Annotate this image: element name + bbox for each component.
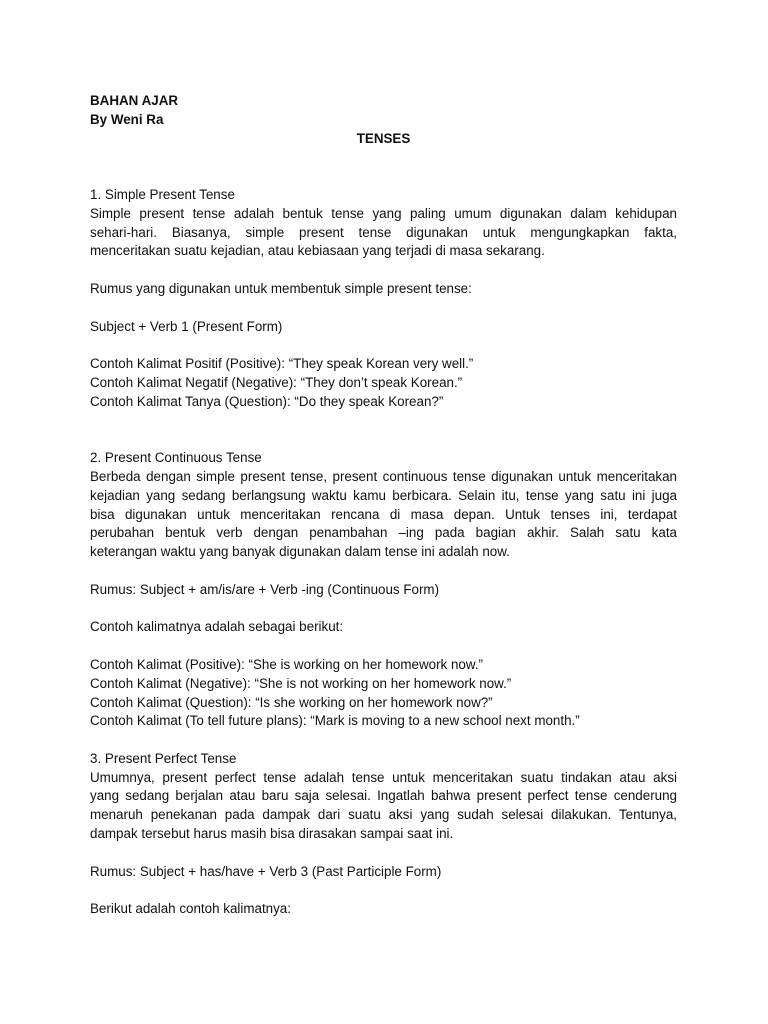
paragraph-line: Umumnya, present perfect tense adalah tense untuk menceritakan suatu tindakan atau aksi — [90, 769, 677, 785]
document-heading: TENSES — [356, 130, 411, 146]
paragraph-line: yang sedang berjalan atau baru saja selesai. Ingatlah bahwa present perfect tense cenderung — [90, 788, 677, 804]
rumus-formula: Subject + Verb 1 (Present Form) — [90, 318, 283, 334]
example-sentence: Contoh Kalimat Negatif (Negative): “They don’t speak Korean.” — [90, 374, 463, 390]
example-sentence: Contoh Kalimat (Question): “Is she working on her homework now?” — [90, 694, 493, 710]
section-title: 3. Present Perfect Tense — [90, 750, 237, 766]
example-sentence: Contoh Kalimat Tanya (Question): “Do they speak Korean?” — [90, 393, 444, 409]
document-page — [90, 92, 677, 919]
example-sentence: Contoh Kalimat Positif (Positive): “They speak Korean very well.” — [90, 356, 474, 372]
paragraph-line: kejadian yang sedang berlangsung waktu kamu berbicara. Selain itu, tense yang satu ini juga — [90, 487, 677, 503]
section-present-perfect — [90, 750, 677, 919]
section-present-continuous — [90, 449, 677, 731]
document-title: BAHAN AJAR — [90, 93, 179, 108]
paragraph-line: menaruh penekanan pada dampak dari suatu aksi yang sudah selesai dilakukan. Tentunya, — [90, 807, 677, 823]
paragraph-line: dampak tersebut harus masih bisa dirasakan sampai saat ini. — [90, 826, 454, 842]
rumus-intro: Rumus yang digunakan untuk membentuk simple present tense: — [90, 280, 472, 296]
section-title: 2. Present Continuous Tense — [90, 450, 262, 466]
examples-intro: Berikut adalah contoh kalimatnya: — [90, 901, 291, 917]
paragraph-line: sehari-hari. Biasanya, simple present tense digunakan untuk mengungkapkan fakta, — [90, 224, 677, 240]
section-title: 1. Simple Present Tense — [90, 186, 235, 202]
document-author: By Weni Ra — [90, 111, 164, 127]
example-sentence: Contoh Kalimat (Negative): “She is not working on her homework now.” — [90, 675, 512, 691]
section-simple-present — [90, 186, 677, 412]
paragraph-line: Berbeda dengan simple present tense, present continuous tense digunakan untuk menceritakan — [90, 468, 677, 484]
paragraph-line: bisa digunakan untuk menceritakan rencana di masa depan. Untuk tenses ini, terdapat — [90, 506, 677, 522]
paragraph-line: perubahan bentuk verb dengan penambahan –ing pada bagian akhir. Salah satu kata — [90, 525, 677, 541]
rumus-formula: Rumus: Subject + am/is/are + Verb -ing (Continuous Form) — [90, 581, 440, 597]
rumus-formula: Rumus: Subject + has/have + Verb 3 (Past Participle Form) — [90, 863, 442, 879]
paragraph-line: keterangan waktu yang banyak digunakan dalam tense ini adalah now. — [90, 544, 510, 560]
example-sentence: Contoh Kalimat (Positive): “She is working on her homework now.” — [90, 656, 483, 672]
paragraph-line: menceritakan suatu kejadian, atau kebiasaan yang terjadi di masa sekarang. — [90, 243, 545, 259]
examples-intro: Contoh kalimatnya adalah sebagai berikut: — [90, 619, 344, 635]
example-sentence: Contoh Kalimat (To tell future plans): “Mark is moving to a new school next month.” — [90, 713, 580, 729]
paragraph-line: Simple present tense adalah bentuk tense yang paling umum digunakan dalam kehidupan — [90, 205, 677, 221]
